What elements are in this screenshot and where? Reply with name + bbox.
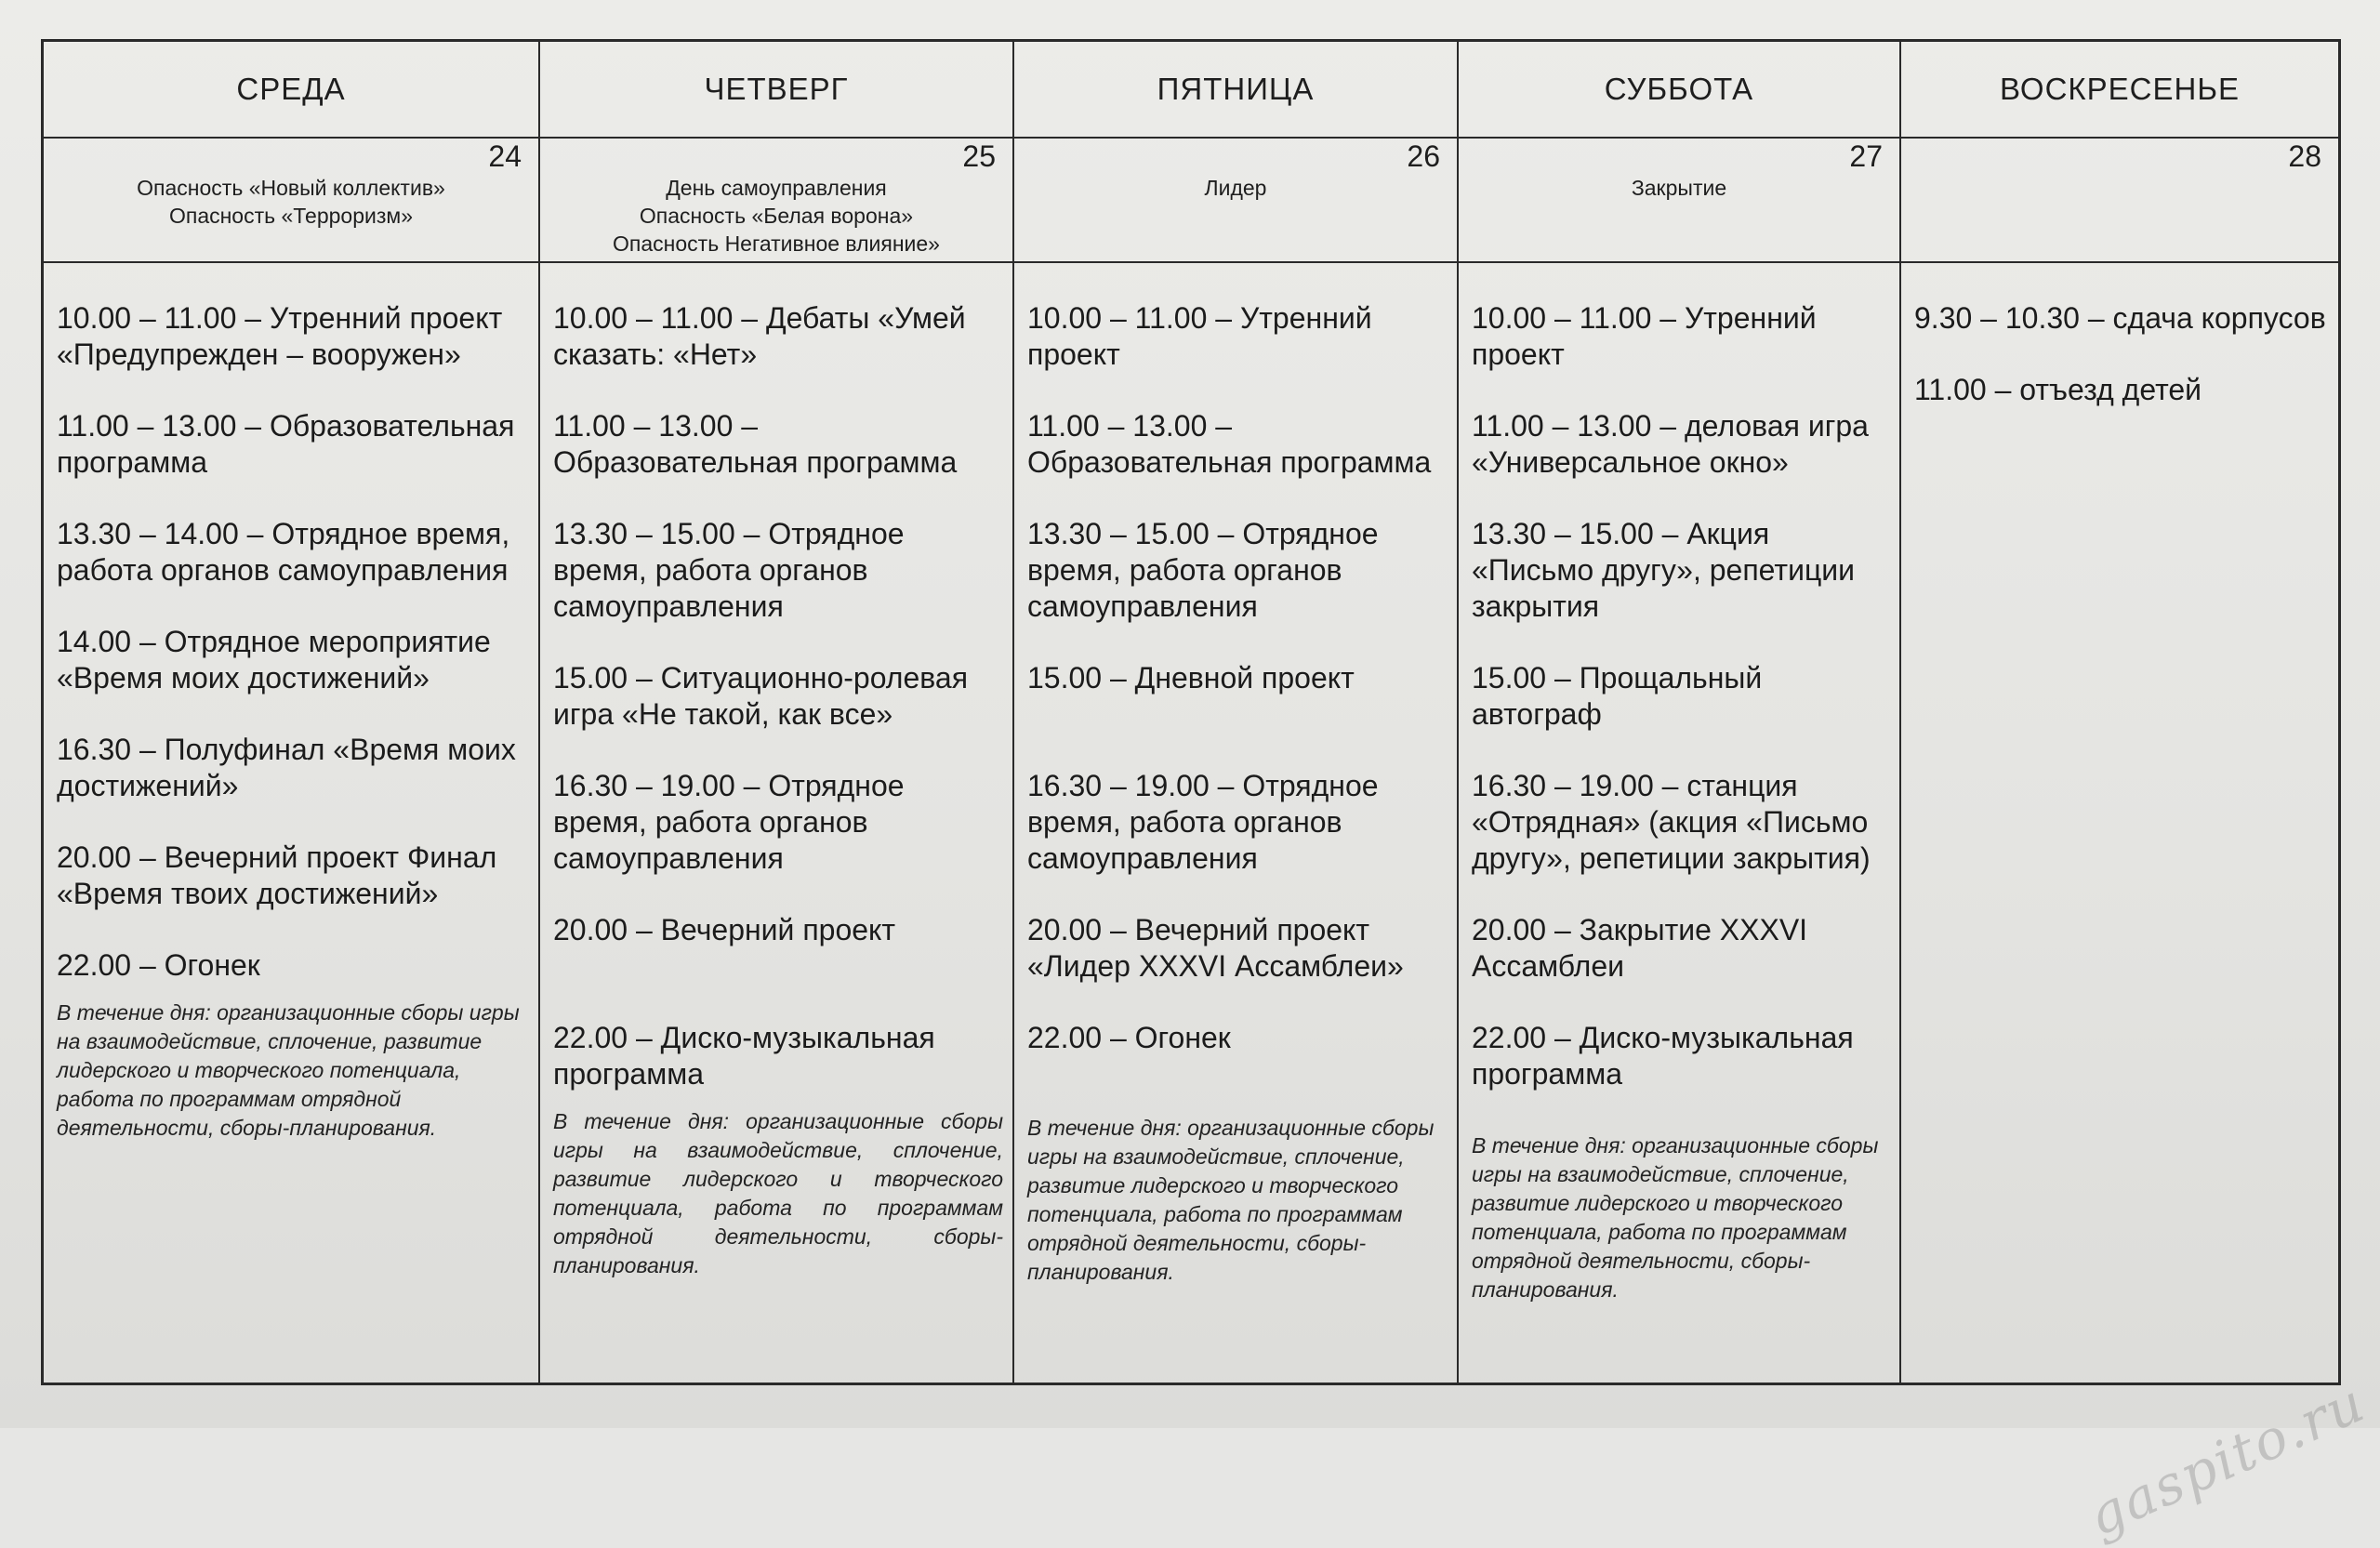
theme-cell-wednesday [44, 139, 540, 263]
theme-cell-thursday [540, 139, 1014, 263]
schedule-event: 16.30 – 19.00 – станция «Отрядная» (акция «Письмо другу», репетиции закрытия) [1472, 769, 1871, 875]
theme-cell-friday [1014, 139, 1459, 263]
theme-cell-saturday [1459, 139, 1901, 263]
schedule-event: 10.00 – 11.00 – Утренний проект [1027, 301, 1372, 371]
schedule-event: 13.30 – 15.00 – Отрядное время, работа органов самоуправления [1027, 517, 1379, 623]
schedule-event: 20.00 – Вечерний проект [553, 913, 896, 946]
day-header-thursday: ЧЕТВЕРГ [540, 42, 1014, 139]
schedule-event: 15.00 – Ситуационно-ролевая игра «Не такой, как все» [553, 661, 969, 731]
date-number: 25 [962, 139, 996, 173]
schedule-event: 11.00 – отъезд детей [1914, 373, 2202, 406]
schedule-event: 20.00 – Закрытие XXXVI Ассамблеи [1472, 913, 1808, 983]
events-cell-sunday [1901, 263, 2338, 1383]
schedule-event: 22.00 – Огонек [57, 948, 260, 982]
day-note: В течение дня: организационные сборы игры на взаимодействие, сплочение, развитие лидерского и творческого потенциала, работа по программам отрядной деятельности, сборы-планирования. [553, 1109, 1003, 1277]
day-header-wednesday: СРЕДА [44, 42, 540, 139]
date-number: 28 [2288, 139, 2321, 173]
schedule-event: 22.00 – Диско-музыкальная программа [553, 1021, 935, 1091]
day-header-saturday: СУББОТА [1459, 42, 1901, 139]
schedule-event: 16.30 – 19.00 – Отрядное время, работа органов самоуправления [553, 769, 905, 875]
date-number: 24 [488, 139, 522, 173]
watermark-text: gaspito.ru [2078, 1369, 2374, 1548]
schedule-event: 22.00 – Огонек [1027, 1021, 1231, 1054]
schedule-event: 13.30 – 15.00 – Отрядное время, работа органов самоуправления [553, 517, 905, 623]
schedule-event: 10.00 – 11.00 – Утренний проект [1472, 301, 1817, 371]
theme-line: День самоуправления [666, 176, 887, 200]
schedule-event: 9.30 – 10.30 – сдача корпусов [1914, 301, 2326, 335]
day-note: В течение дня: организационные сборы игры на взаимодействие, сплочение, развитие лидерского и творческого потенциала, работа по программам отрядной деятельности, сборы-планирования. [57, 1000, 520, 1140]
schedule-event: 11.00 – 13.00 – Образовательная программа [1027, 409, 1432, 479]
events-cell-saturday [1459, 263, 1901, 1383]
schedule-table [41, 39, 2341, 1385]
schedule-event: 16.30 – 19.00 – Отрядное время, работа органов самоуправления [1027, 769, 1379, 875]
schedule-event: 14.00 – Отрядное мероприятие «Время моих достижений» [57, 625, 491, 695]
schedule-event: 10.00 – 11.00 – Дебаты «Умей сказать: «Нет» [553, 301, 966, 371]
schedule-event: 13.30 – 14.00 – Отрядное время, работа органов самоуправления [57, 517, 510, 587]
date-number: 27 [1849, 139, 1883, 173]
schedule-event: 15.00 – Дневной проект [1027, 661, 1355, 695]
theme-line: Опасность Негативное влияние» [613, 232, 940, 256]
schedule-event: 20.00 – Вечерний проект «Лидер XXXVI Ассамблеи» [1027, 913, 1404, 983]
schedule-event: 13.30 – 15.00 – Акция «Письмо другу», репетиции закрытия [1472, 517, 1856, 623]
date-number: 26 [1407, 139, 1440, 173]
theme-line: Опасность «Новый коллектив» [137, 176, 445, 200]
schedule-event: 22.00 – Диско-музыкальная программа [1472, 1021, 1854, 1091]
theme-line: Опасность «Терроризм» [168, 204, 414, 228]
schedule-event: 15.00 – Прощальный автограф [1472, 661, 1763, 731]
theme-line: Опасность «Белая ворона» [639, 204, 914, 228]
schedule-event: 11.00 – 13.00 – Образовательная программа [553, 409, 958, 479]
day-note: В течение дня: организационные сборы игры на взаимодействие, сплочение, развитие лидерского и творческого потенциала, работа по программам отрядной деятельности, сборы-планирования. [1472, 1133, 1879, 1302]
day-note: В течение дня: организационные сборы игры на взаимодействие, сплочение, развитие лидерского и творческого потенциала, работа по программам отрядной деятельности, сборы-планирования. [1027, 1116, 1435, 1284]
theme-line: Закрытие [1631, 176, 1727, 200]
day-header-sunday: ВОСКРЕСЕНЬЕ [1901, 42, 2338, 139]
schedule-event: 11.00 – 13.00 – Образовательная программа [57, 409, 515, 479]
theme-cell-sunday [1901, 139, 2338, 263]
schedule-event: 20.00 – Вечерний проект Финал «Время твоих достижений» [57, 840, 497, 910]
theme-line: Лидер [1204, 176, 1267, 200]
schedule-event: 11.00 – 13.00 – деловая игра «Универсальное окно» [1472, 409, 1869, 479]
schedule-event: 16.30 – Полуфинал «Время моих достижений» [57, 733, 516, 802]
events-cell-friday [1014, 263, 1459, 1383]
events-cell-thursday [540, 263, 1014, 1383]
schedule-event: 10.00 – 11.00 – Утренний проект «Предупрежден – вооружен» [57, 301, 503, 371]
day-header-friday: ПЯТНИЦА [1014, 42, 1459, 139]
events-cell-wednesday [44, 263, 540, 1383]
